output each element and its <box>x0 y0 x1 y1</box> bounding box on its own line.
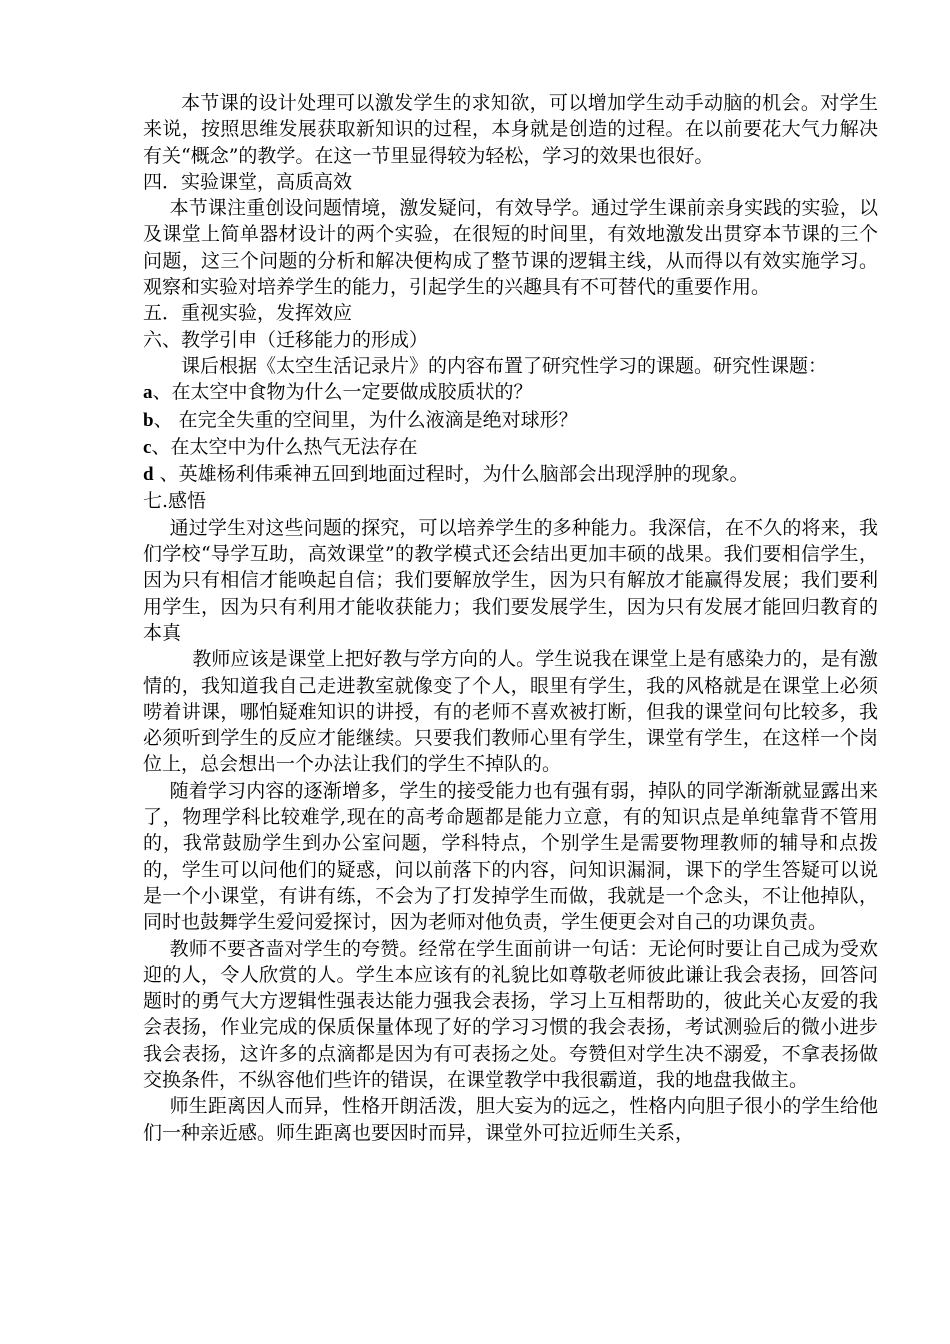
section-heading-4: 四．实验课堂，高质高效 <box>143 170 353 193</box>
list-item-marker: d <box>143 464 154 486</box>
list-item-marker: c <box>143 436 152 458</box>
list-item <box>143 407 878 434</box>
paragraph-praise: 教师不要吝啬对学生的夸赞。经常在学生面前讲一句话：无论何时要让自己成为受欢迎的人，令人欣赏的人。学生本应该有的礼貌比如尊敬老师彼此谦让我会表扬，回答问题时的勇气大方逻辑性强表达能力强我会表扬，学习上互相帮助的，彼此关心友爱的我会表扬，作业完成的保质保量体现了好的学习习惯的我会表扬，考试测验后的微小进步我会表扬，这许多的点滴都是因为有可表扬之处。夸赞但对学生决不溺爱，不拿表扬做交换条件，不纵容他们些许的错误，在课堂教学中我很霸道，我的地盘我做主。 <box>143 937 878 1091</box>
paragraph-research-topics: 课后根据《太空生活记录片》的内容布置了研究性学习的课题。研究性课题： <box>181 354 828 377</box>
paragraph-experiment: 本节课注重创设问题情境，激发疑问，有效导学。通过学生课前亲身实践的实验，以及课堂上简单器材设计的两个实验，在很短的时间里，有效地激发出贯穿本节课的三个问题，这三个问题的分析和解决便构成了整节课的逻辑主线，从而得以有效实施学习。观察和实验对培养学生的能力，引起学生的兴趣具有不可替代的重要作用。 <box>143 197 878 299</box>
paragraph-student-support: 随着学习内容的逐渐增多，学生的接受能力也有强有弱，掉队的同学渐渐就显露出来了，物理学科比较难学,现在的高考命题都是能力立意，有的知识点是单纯靠背不管用的，我常鼓励学生到办公室问题，学科特点，个别学生是需要物理教师的辅导和点拨的，学生可以问他们的疑惑，问以前落下的内容，问知识漏洞，课下的学生答疑可以说是一个小课堂，有讲有练，不会为了打发掉学生而做，我就是一个念头，不让他掉队，同时也鼓舞学生爱问爱探讨，因为老师对他负责，学生便更会对自己的功课负责。 <box>143 779 878 934</box>
list-item <box>143 434 878 461</box>
list-item-text: 、英雄杨利伟乘神五回到地面过程时，为什么脑部会出现浮肿的现象。 <box>153 463 749 486</box>
paragraph-distance: 师生距离因人而异，性格开朗活泼，胆大妄为的远之，性格内向胆子很小的学生给他们一种亲近感。师生距离也要因时而异，课堂外可拉近师生关系， <box>143 1095 878 1144</box>
section-heading-6: 六、教学引申（迁移能力的形成） <box>143 328 429 351</box>
list-item-marker: a <box>143 382 153 404</box>
section-heading-7: 七.感悟 <box>143 490 207 513</box>
document-page <box>143 90 878 1146</box>
list-item-marker: b <box>143 409 154 431</box>
list-item-text: 、 在完全失重的空间里，为什么液滴是绝对球形？ <box>153 408 578 431</box>
paragraph-design: 本节课的设计处理可以激发学生的求知欲，可以增加学生动手动脑的机会。对学生来说，按照思维发展获取新知识的过程，本身就是创造的过程。在以前要花大气力解决有关“概念”的教学。在这一节里显得较为轻松，学习的效果也很好。 <box>143 92 878 167</box>
paragraph-teacher-direction: 教师应该是课堂上把好教与学方向的人。学生说我在课堂上是有感染力的，是有激情的，我知道我自己走进教室就像变了个人，眼里有学生，我的风格就是在课堂上必须唠着讲课，哪怕疑难知识的讲授，有的老师不喜欢被打断，但我的课堂问句比较多，我必须听到学生的反应才能继续。只要我们教师心里有学生，课堂有学生，在这样一个岗位上，总会想出一个办法让我们的学生不掉队的。 <box>143 648 878 776</box>
section-heading-5: 五．重视实验，发挥效应 <box>143 302 353 325</box>
list-item <box>143 379 878 406</box>
list-item-text: 、在太空中食物为什么一定要做成胶质状的？ <box>152 381 533 404</box>
paragraph-reflection: 通过学生对这些问题的探究，可以培养学生的多种能力。我深信，在不久的将来，我们学校“导学互助，高效课堂”的教学模式还会结出更加丰硕的战果。我们要相信学生，因为只有相信才能唤起自信；我们要解放学生，因为只有解放才能赢得发展；我们要利用学生，因为只有利用才能收获能力；我们要发展学生，因为只有发展才能回归教育的本真 <box>143 516 878 644</box>
list-item <box>143 461 878 488</box>
list-item-text: 、在太空中为什么热气无法存在 <box>151 435 418 458</box>
